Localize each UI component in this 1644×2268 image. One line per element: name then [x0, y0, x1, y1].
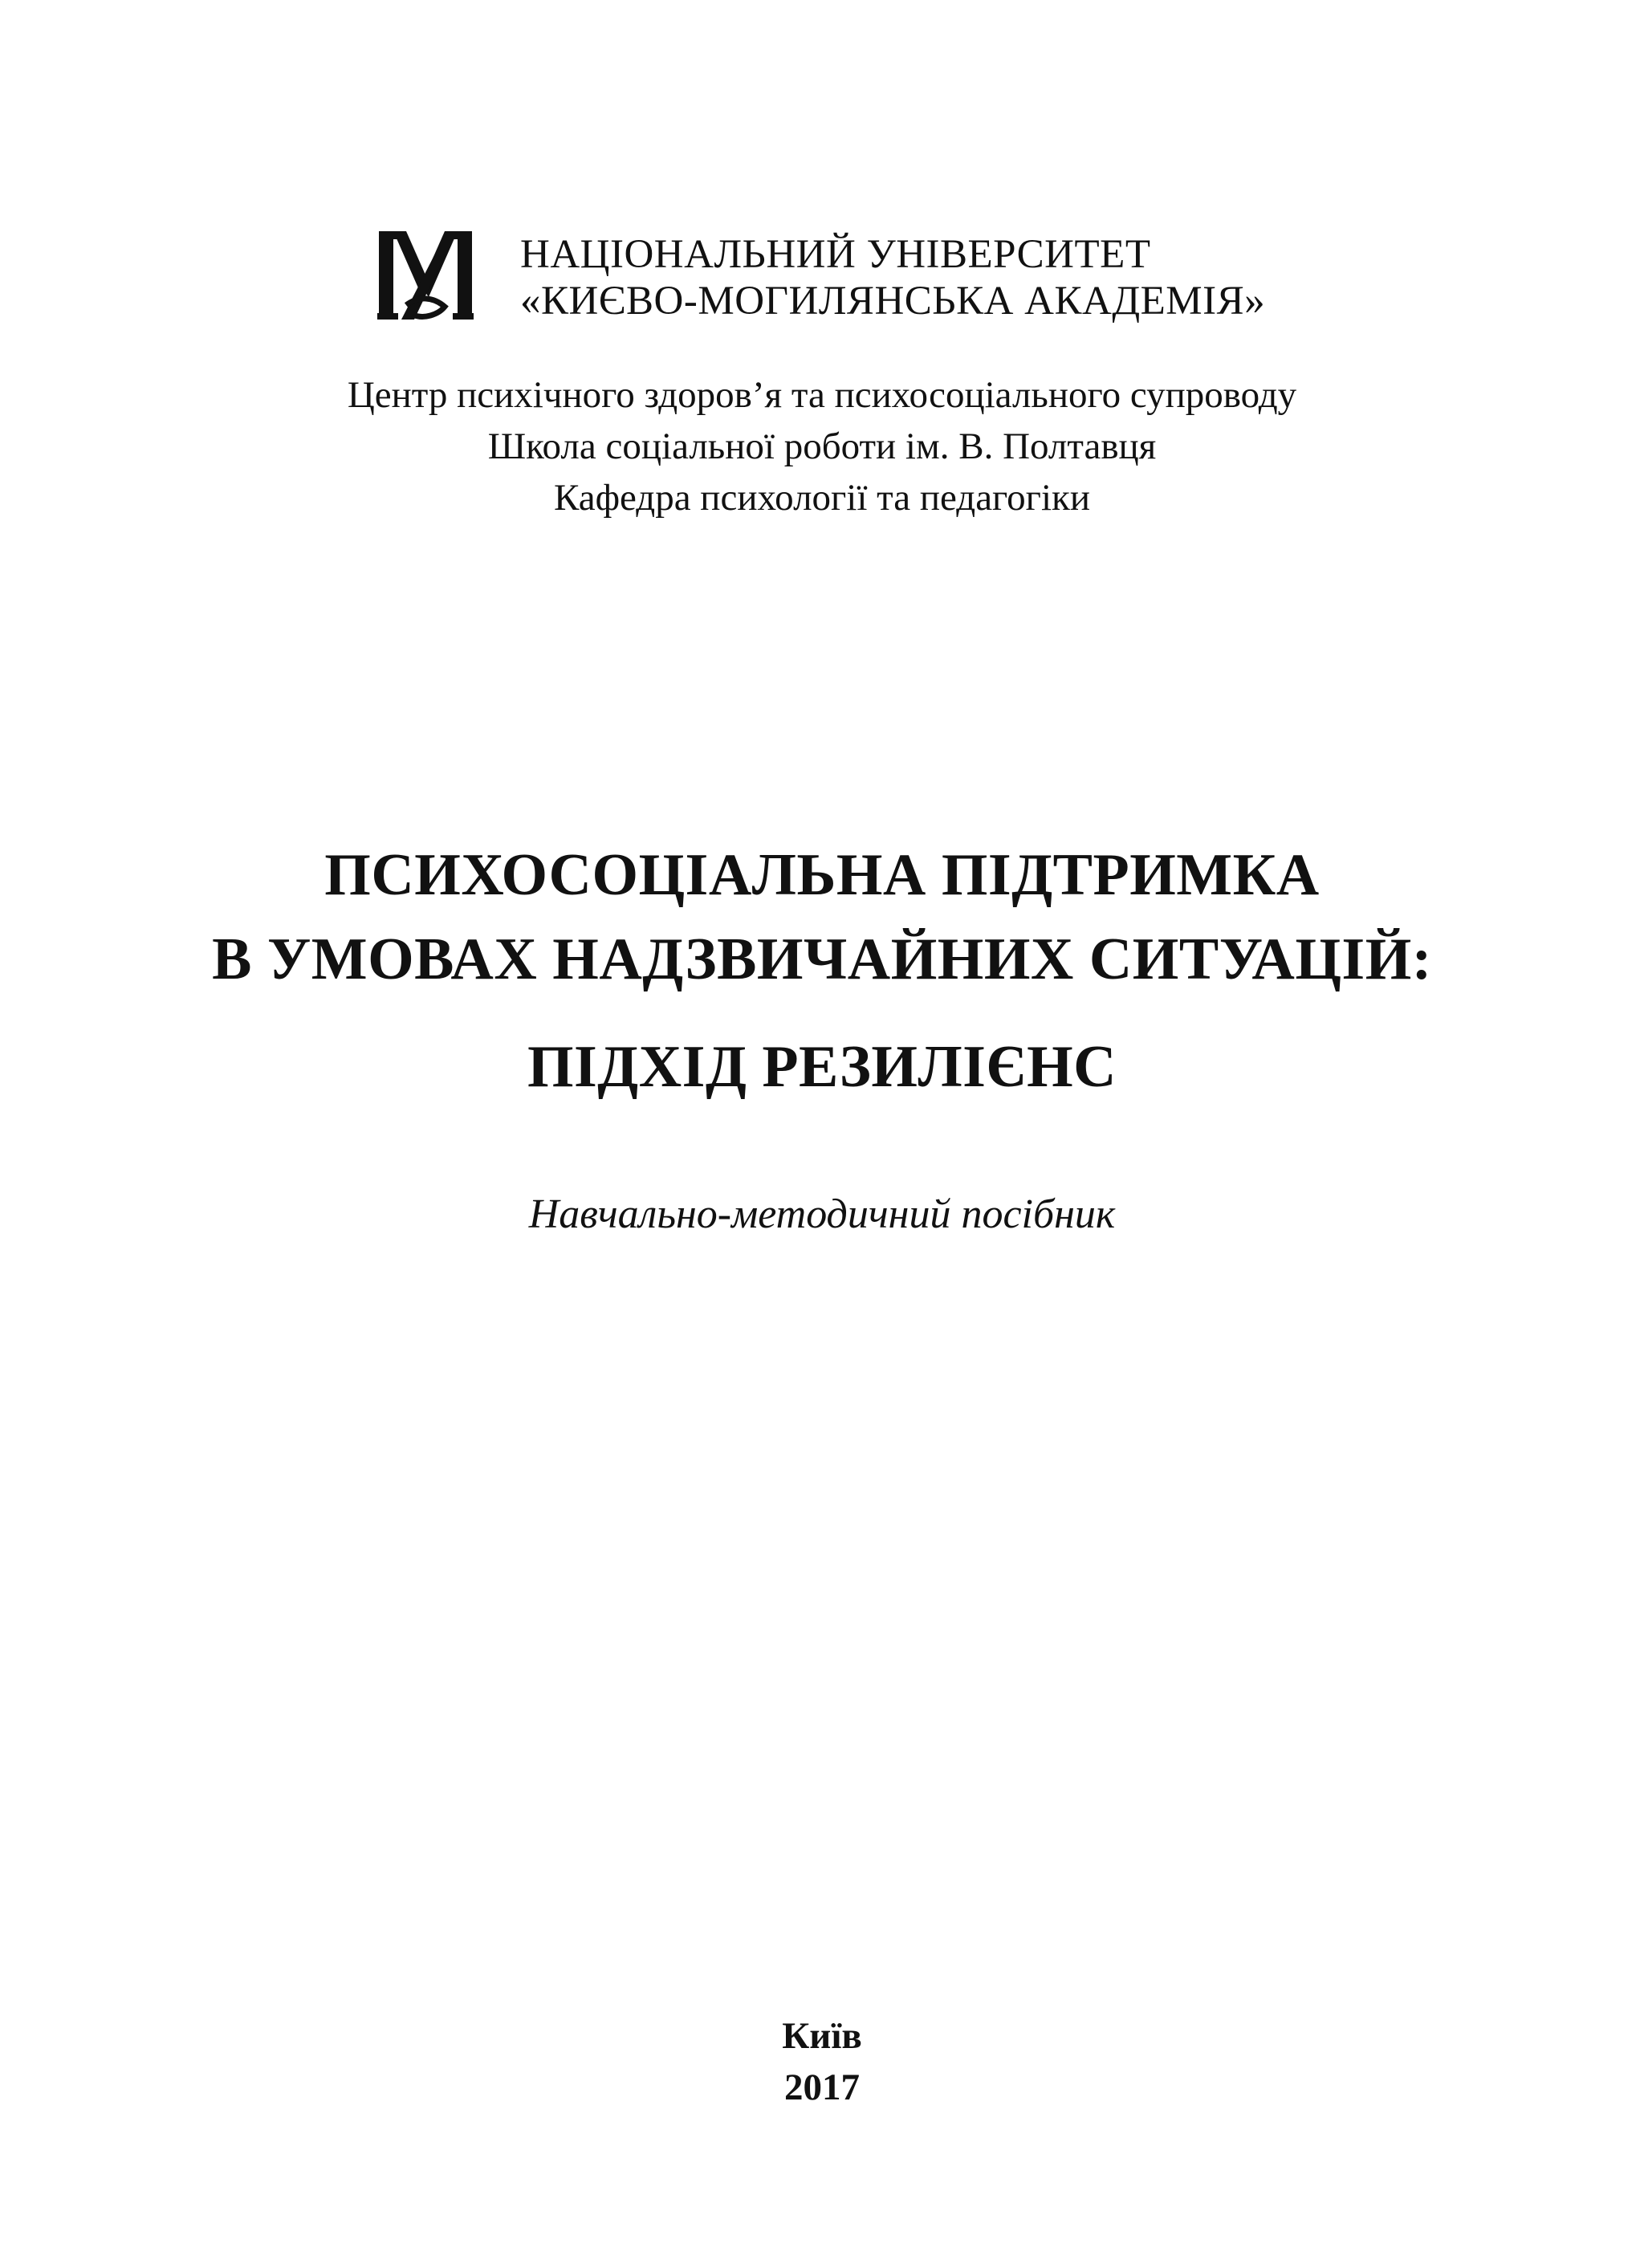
title-line-3: ПІДХІД РЕЗИЛІЄНС [527, 1034, 1117, 1100]
department-chair: Кафедра психології та педагогіки [554, 477, 1090, 519]
imprint-year: 2017 [784, 2066, 860, 2108]
departments-list [0, 369, 1644, 523]
title-line-2: В УМОВАХ НАДЗВИЧАЙНИХ СИТУАЦІЙ: [212, 926, 1432, 992]
university-name-line1: НАЦІОНАЛЬНИЙ УНІВЕРСИТЕТ [520, 232, 1151, 277]
university-name-line2: «КИЄВО-МОГИЛЯНСЬКА АКАДЕМІЯ» [520, 279, 1266, 324]
naukma-monogram-icon [377, 226, 474, 323]
imprint-city: Київ [782, 2015, 862, 2057]
university-header [377, 226, 1341, 323]
book-subtitle: Навчально-методичний посібник [528, 1191, 1116, 1237]
university-name [520, 231, 1265, 324]
title-line-1: ПСИХОСОЦІАЛЬНА ПІДТРИМКА [324, 842, 1320, 908]
imprint [0, 2010, 1644, 2113]
department-center: Центр психічного здоров’я та психосоціального супроводу [347, 374, 1297, 416]
book-title [0, 835, 1644, 1107]
department-school: Школа соціальної роботи ім. В. Полтавця [487, 426, 1157, 467]
